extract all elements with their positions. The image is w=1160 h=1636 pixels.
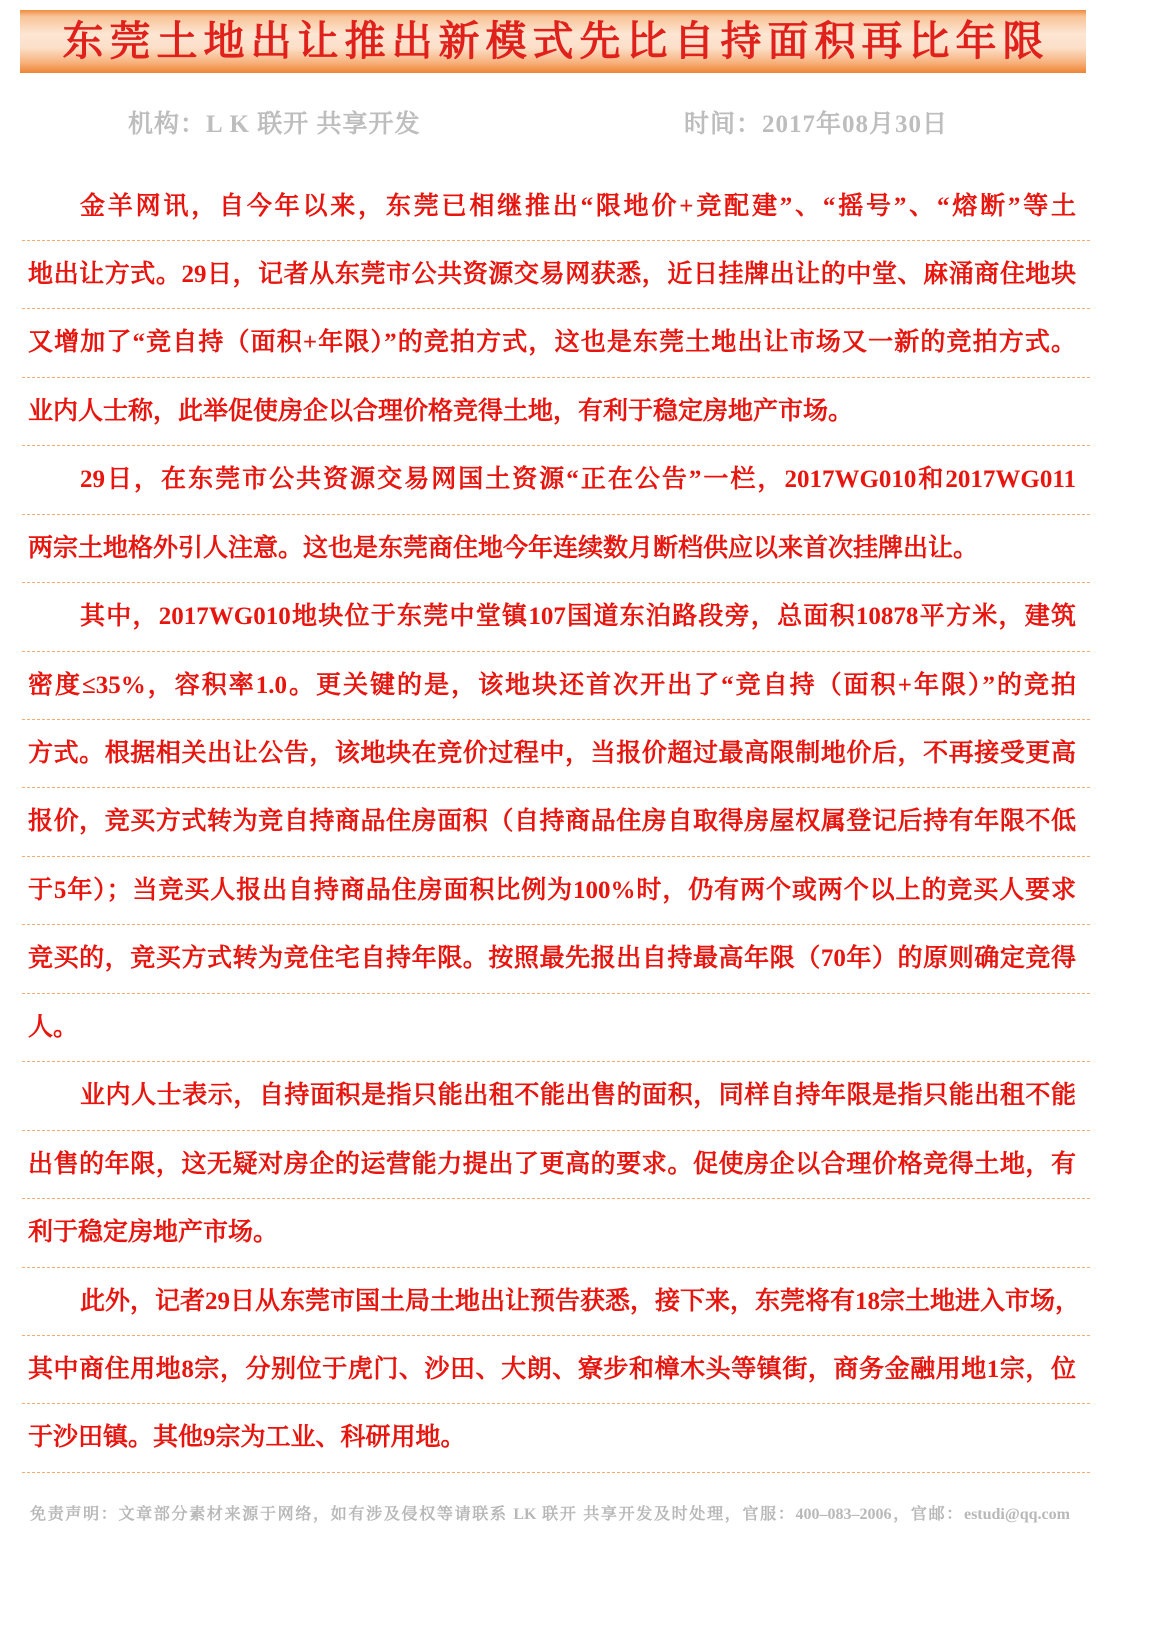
meta-time-label: 时间： — [684, 111, 763, 138]
text-line: 地出让方式。29日，记者从东莞市公共资源交易网获悉，近日挂牌出让的中堂、麻涌商住地块 — [22, 241, 1090, 309]
text-line: 于5年）；当竞买人报出自持商品住房面积比例为100%时，仍有两个或两个以上的竞买人要求 — [22, 857, 1090, 925]
text-line: 报价，竞买方式转为竞自持商品住房面积（自持商品住房自取得房屋权属登记后持有年限不低 — [22, 788, 1090, 856]
text-line: 密度≤35%，容积率1.0。更关键的是，该地块还首次开出了“竞自持（面积+年限）”的竞拍 — [22, 652, 1090, 720]
text-line: 金羊网讯，自今年以来，东莞已相继推出“限地价+竞配建”、“摇号”、“熔断”等土 — [22, 173, 1090, 241]
footer-disclaimer: 免责声明：文章部分素材来源于网络，如有涉及侵权等请联系 LK 联开 共享开发及时处理，官服：400–083–2006，官邮：estudi@qq.com — [30, 1506, 1070, 1523]
text-line: 人。 — [22, 994, 1090, 1062]
meta-org-label: 机构： — [128, 111, 207, 138]
meta-time — [684, 108, 948, 142]
meta-org-value: L K 联开 共享开发 — [206, 111, 421, 138]
text-line: 此外，记者29日从东莞市国土局土地出让预告获悉，接下来，东莞将有18宗土地进入市场， — [22, 1268, 1090, 1336]
text-line: 又增加了“竞自持（面积+年限）”的竞拍方式，这也是东莞土地出让市场又一新的竞拍方式。 — [22, 309, 1090, 377]
text-line: 出售的年限，这无疑对房企的运营能力提出了更高的要求。促使房企以合理价格竞得土地，有 — [22, 1131, 1090, 1199]
meta-time-value: 2017年08月30日 — [762, 111, 949, 138]
page-title: 东莞土地出让推出新模式先比自持面积再比年限 — [62, 18, 1050, 64]
text-line: 两宗土地格外引人注意。这也是东莞商住地今年连续数月断档供应以来首次挂牌出让。 — [22, 515, 1090, 583]
meta-organization — [128, 108, 421, 142]
text-line: 竞买的，竞买方式转为竞住宅自持年限。按照最先报出自持最高年限（70年）的原则确定竞得 — [22, 925, 1090, 993]
text-line: 29日，在东莞市公共资源交易网国土资源“正在公告”一栏，2017WG010和2017WG011 — [22, 446, 1090, 514]
text-line: 其中，2017WG010地块位于东莞中堂镇107国道东泊路段旁，总面积10878平方米，建筑 — [22, 583, 1090, 651]
title-banner — [20, 10, 1086, 73]
text-line: 方式。根据相关出让公告，该地块在竞价过程中，当报价超过最高限制地价后，不再接受更高 — [22, 720, 1090, 788]
text-line: 业内人士称，此举促使房企以合理价格竞得土地，有利于稳定房地产市场。 — [22, 378, 1090, 446]
text-line: 利于稳定房地产市场。 — [22, 1199, 1090, 1267]
text-line: 于沙田镇。其他9宗为工业、科研用地。 — [22, 1404, 1090, 1472]
article-body — [22, 173, 1090, 1473]
text-line: 业内人士表示，自持面积是指只能出租不能出售的面积，同样自持年限是指只能出租不能 — [22, 1062, 1090, 1130]
text-line: 其中商住用地8宗，分别位于虎门、沙田、大朗、寮步和樟木头等镇街，商务金融用地1宗，位 — [22, 1336, 1090, 1404]
